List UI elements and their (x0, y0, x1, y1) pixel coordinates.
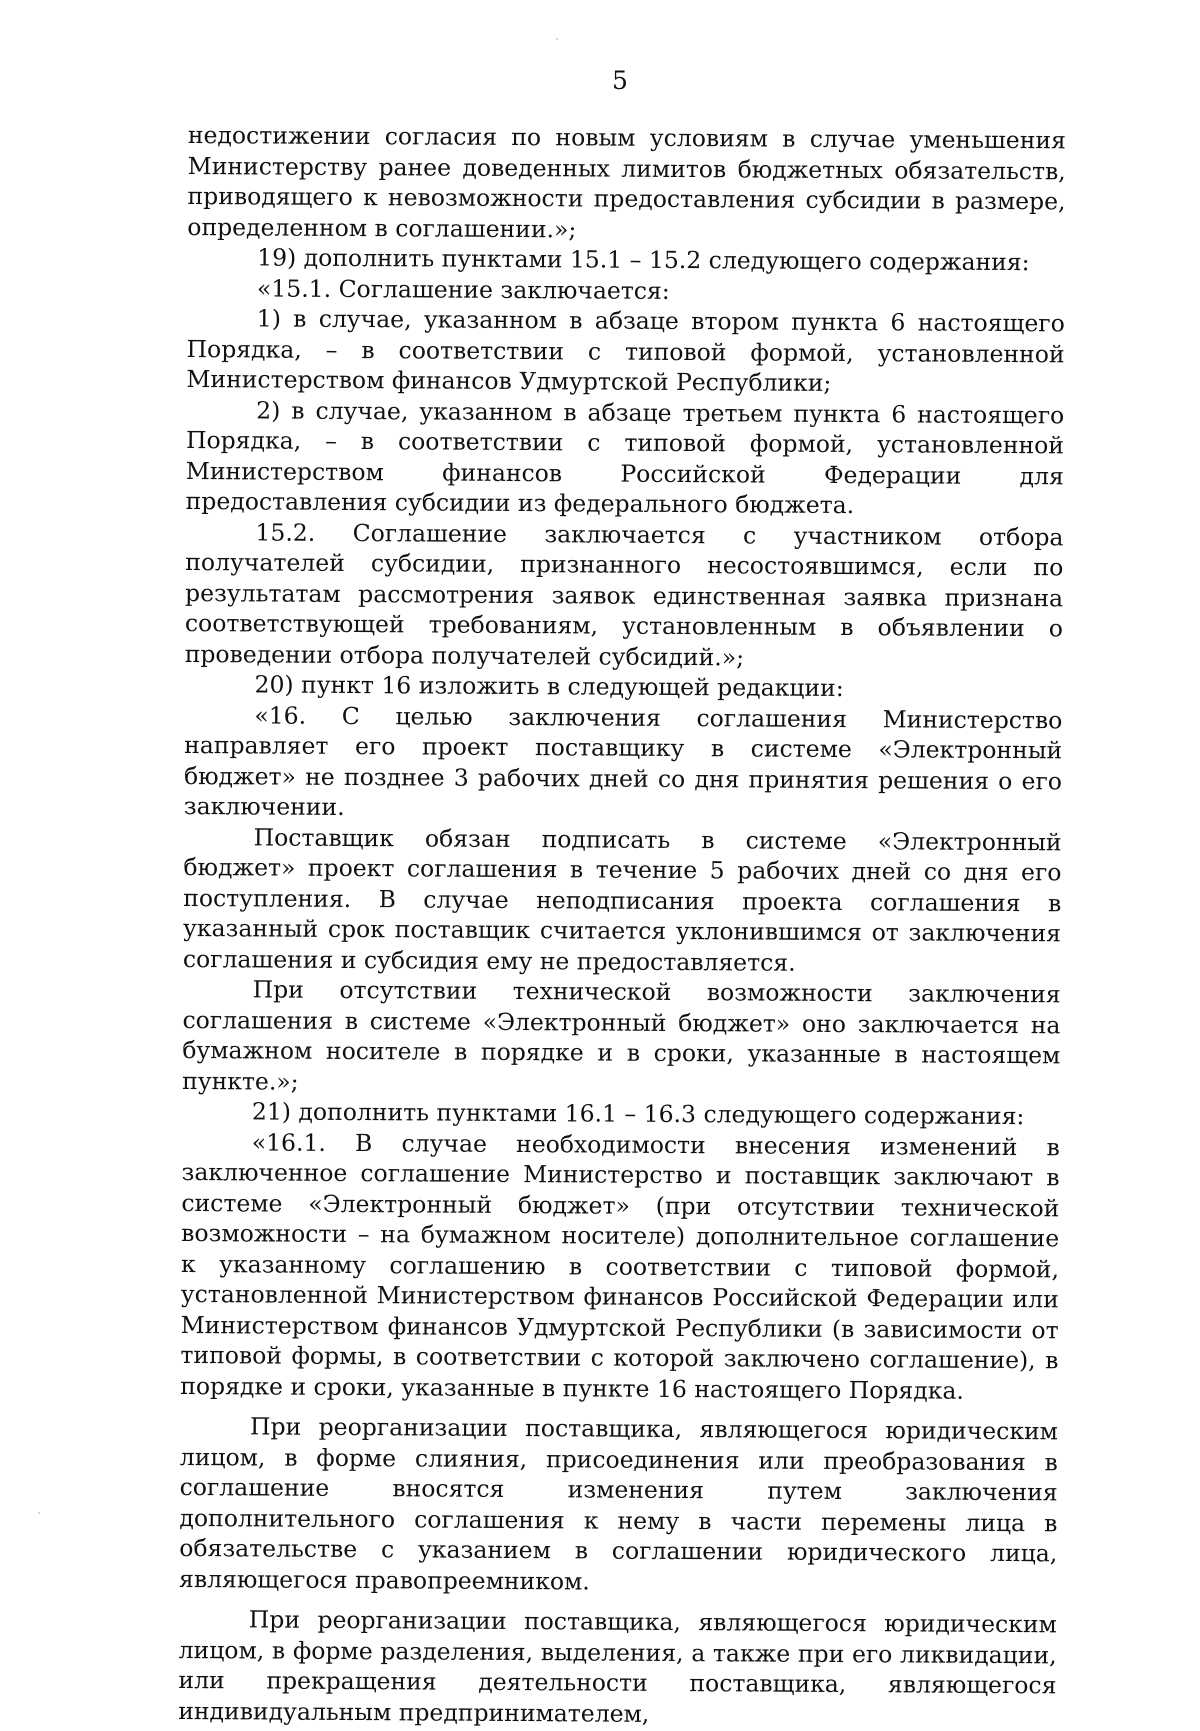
paragraph: 2) в случае, указанном в абзаце третьем пункта 6 настоящего Порядка, – в соответствии с типовой формой, установленной Министерством финансов Российской Федерации для предоставления субсидии из федерального бюджета. (185, 395, 1065, 520)
paragraph: 15.2. Соглашение заключается с участником отбора получателей субсидии, признанного несостоявшимся, если по результатам рассмотрения заявок единственная заявка признана соответствующей требованиям, установленным в объявлении о проведении отбора получателей субсидий.»; (184, 517, 1064, 671)
paragraph: 19) дополнить пунктами 15.1 – 15.2 следующего содержания: (257, 243, 1030, 277)
paragraph: 1) в случае, указанном в абзаце втором пункта 6 настоящего Порядка, – в соответствии с типовой формой, установленной Министерством финансов Удмуртской Республики; (186, 304, 1065, 397)
page-number: 5 (612, 66, 628, 95)
scan-speck (556, 38, 558, 40)
paragraph: «16.1. В случае необходимости внесения изменений в заключенное соглашение Министерство и поставщик заключают в системе «Электронный бюджет» (при отсутствии технической возможности – на бумажном носителе) дополнительное соглашение к указанному соглашению в соответствии с типовой формой, установленной Министерством финансов Российской Федерации или Министерством финансов Удмуртской Республики (в зависимости от типовой формы, в соответствии с которой заключено соглашение), в порядке и сроки, указанные в пункте 16 настоящего Порядка. (180, 1127, 1060, 1405)
paragraph: 21) дополнить пунктами 16.1 – 16.3 следующего содержания: (251, 1097, 1025, 1131)
paragraph: недостижении согласия по новым условиям в случае уменьшения Министерству ранее доведенных лимитов бюджетных обязательств, приводящего к невозможности предоставления субсидии в размере, определенном в соглашении.»; (187, 120, 1066, 243)
paragraph: «16. С целью заключения соглашения Министерство направляет его проект поставщику в системе «Электронный бюджет» не позднее 3 рабочих дней со дня принятия решения о его заключении. (183, 700, 1063, 821)
scan-speck (38, 1512, 40, 1514)
paragraph: 20) пункт 16 изложить в следующей редакции: (254, 670, 844, 703)
paragraph: При отсутствии технической возможности заключения соглашения в системе «Электронный бюджет» оно заключается на бумажном носителе в порядке и в сроки, указанные в настоящем пункте.»; (182, 975, 1061, 1096)
document-body (178, 120, 1066, 1731)
paragraph: Поставщик обязан подписать в системе «Электронный бюджет» проект соглашения в течение 5 рабочих дней со дня его поступления. В случае неподписания проекта соглашения в указанный срок поставщик считается уклонившимся от заключения соглашения и субсидия ему не предоставляется. (182, 822, 1062, 977)
paragraph: «15.1. Соглашение заключается: (256, 273, 670, 305)
paragraph: При реорганизации поставщика, являющегося юридическим лицом, в форме разделения, выделения, а также при его ликвидации, или прекращения деятельности поставщика, являющегося индивидуальным предпринимателем, (178, 1605, 1057, 1728)
paragraph: При реорганизации поставщика, являющегося юридическим лицом, в форме слияния, присоединения или преобразования в соглашение вносятся изменения путем заключения дополнительного соглашения к нему в части перемены лица в обязательстве с указанием в соглашении юридического лица, являющегося правопреемником. (179, 1412, 1059, 1595)
